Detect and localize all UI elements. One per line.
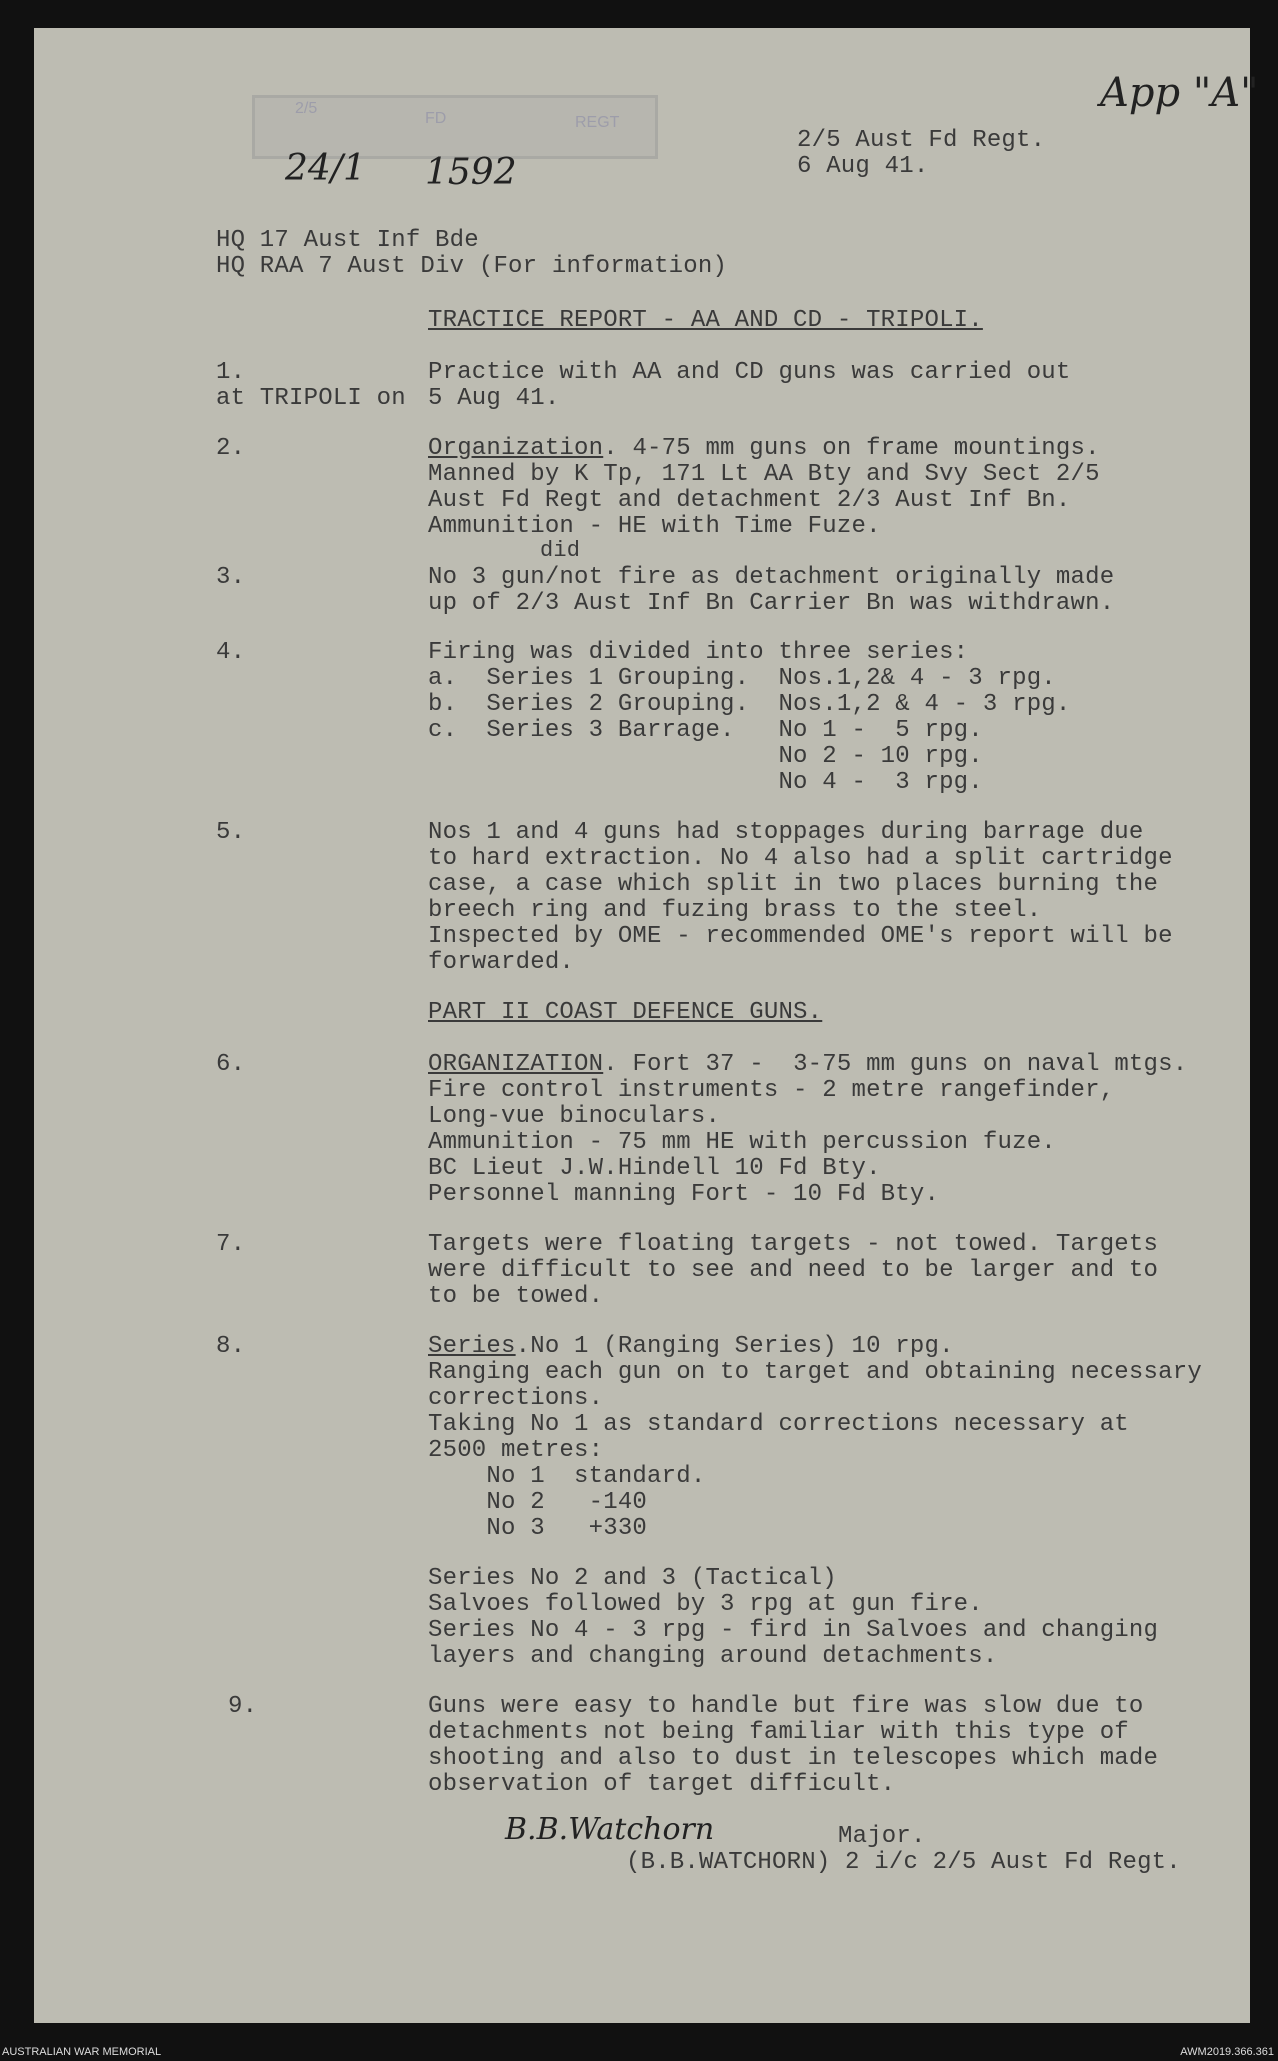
para-number: 9. [228,1693,258,1720]
para-line: forwarded. [428,949,575,976]
signature-name: (B.B.WATCHORN) 2 i/c 2/5 Aust Fd Regt. [626,1849,1181,1876]
para-number: 1. [216,359,246,386]
para-line: at TRIPOLI on [216,385,406,412]
para-heading-rest: .No 1 (Ranging Series) 10 rpg. [515,1333,954,1360]
para-line: Ammunition - 75 mm HE with percussion fuze. [428,1129,1056,1156]
para-line: b. Series 2 Grouping. Nos.1,2 & 4 - 3 rpg. [428,691,1071,718]
handwritten-insert: did [540,538,581,563]
file-ref-1: 24/1 [285,148,366,189]
para-line: Personnel manning Fort - 10 Fd Bty. [428,1181,940,1208]
para-heading: ORGANIZATION [428,1051,604,1078]
footer-accession: AWM2019.366.361 [1180,2046,1274,2058]
para-line: Ranging each gun on to target and obtaining necessary [428,1359,1202,1386]
para-line: layers and changing around detachments. [428,1643,998,1670]
header-date: 6 Aug 41. [797,153,929,180]
para-heading-rest: . 4-75 mm guns on frame mountings. [603,435,1100,462]
addressee-2: HQ RAA 7 Aust Div (For information) [216,253,728,280]
para-line: detachments not being familiar with this type of [428,1719,1129,1746]
para-line: 5 Aug 41. [428,385,560,412]
para-number: 3. [216,564,246,591]
para-line: Targets were floating targets - not towed. Targets [428,1231,1159,1258]
para-line: Aust Fd Regt and detachment 2/3 Aust Inf Bn. [428,487,1071,514]
addressee-1: HQ 17 Aust Inf Bde [216,227,479,254]
para-number: 7. [216,1231,246,1258]
header-unit: 2/5 Aust Fd Regt. [797,127,1046,154]
para-line: Nos 1 and 4 guns had stoppages during barrage due [428,819,1144,846]
para-line: to hard extraction. No 4 also had a split cartridge [428,845,1173,872]
para-line: No 3 gun/not fire as detachment originally made [428,564,1115,591]
para-line: Long-vue binoculars. [428,1103,721,1130]
para-line: up of 2/3 Aust Inf Bn Carrier Bn was withdrawn. [428,590,1115,617]
para-line: Fire control instruments - 2 metre rangefinder, [428,1077,1115,1104]
para-line: to be towed. [428,1283,604,1310]
para-heading: Series [428,1333,516,1360]
para-heading: Organization [428,435,604,462]
para-line: corrections. [428,1385,604,1412]
para-line: No 4 - 3 rpg. [428,769,983,796]
para-line: 2500 metres: [428,1437,604,1464]
para-line: Practice with AA and CD guns was carried out [428,359,1071,386]
stamp-text-2: FD [425,110,447,127]
part-two-title: PART II COAST DEFENCE GUNS. [428,999,823,1026]
para-line: were difficult to see and need to be larger and to [428,1257,1159,1284]
para-line: No 2 - 10 rpg. [428,743,983,770]
para-line: c. Series 3 Barrage. No 1 - 5 rpg. [428,717,983,744]
para-line: case, a case which split in two places burning the [428,871,1159,898]
para-line: observation of target difficult. [428,1771,896,1798]
para-line: No 1 standard. [428,1463,706,1490]
para-line: Inspected by OME - recommended OME's report will be [428,923,1173,950]
para-number: 6. [216,1051,246,1078]
para-line: Salvoes followed by 3 rpg at gun fire. [428,1591,983,1618]
para-line: BC Lieut J.W.Hindell 10 Fd Bty. [428,1155,881,1182]
para-line: breech ring and fuzing brass to the steel. [428,897,1042,924]
report-title: TRACTICE REPORT - AA AND CD - TRIPOLI. [428,307,983,334]
para-number: 2. [216,435,246,462]
para-number: 4. [216,639,246,666]
para-line: Manned by K Tp, 171 Lt AA Bty and Svy Sect 2/5 [428,461,1100,488]
file-ref-2: 1592 [425,152,517,193]
para-heading-rest: . Fort 37 - 3-75 mm guns on naval mtgs. [603,1051,1188,1078]
para-line: Firing was divided into three series: [428,639,969,666]
para-line [428,1052,1187,1078]
para-line: a. Series 1 Grouping. Nos.1,2& 4 - 3 rpg. [428,665,1056,692]
para-line: Series No 2 and 3 (Tactical) [428,1565,837,1592]
footer-credit: AUSTRALIAN WAR MEMORIAL [2,2046,162,2058]
appendix-mark: App "A" [1100,70,1259,116]
para-line: shooting and also to dust in telescopes which made [428,1745,1159,1772]
stamp-text-3: REGT [575,114,620,131]
para-line: No 3 +330 [428,1515,648,1542]
para-line: Series No 4 - 3 rpg - fird in Salvoes and changing [428,1617,1159,1644]
para-line: Guns were easy to handle but fire was slow due to [428,1693,1144,1720]
para-number: 8. [216,1333,246,1360]
para-line [428,436,1100,462]
signature-rank: Major. [838,1823,926,1850]
para-line: No 2 -140 [428,1489,648,1516]
stamp-text-1: 2/5 [295,100,318,117]
para-line: Ammunition - HE with Time Fuze. [428,513,881,540]
handwritten-signature: B.B.Watchorn [505,1812,715,1847]
para-number: 5. [216,819,246,846]
para-line: Taking No 1 as standard corrections necessary at [428,1411,1129,1438]
para-line [428,1334,954,1360]
